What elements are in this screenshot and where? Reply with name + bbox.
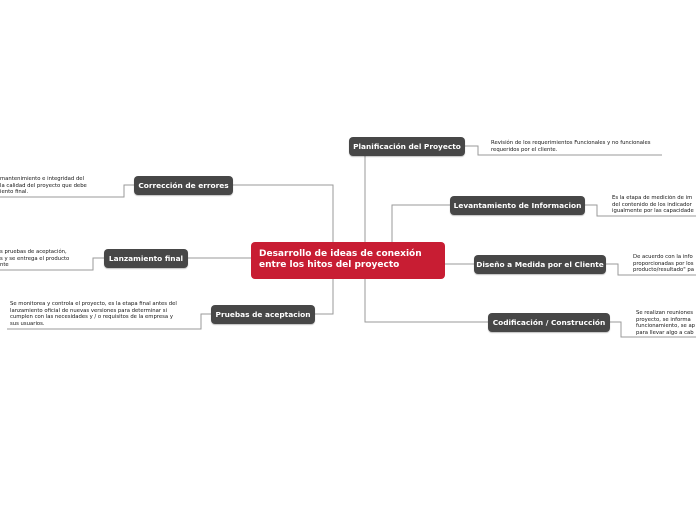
central-topic[interactable]: Desarrollo de ideas de conexión entre los hitos del proyecto	[251, 242, 445, 279]
note-levantamiento: Es la etapa de medición de im del contenido de los indicador igualmente por las capacidade	[612, 195, 694, 214]
note-codificacion: Se realizan reuniones proyecto, se informa funcionamiento, se ap para llevar algo a cab	[636, 310, 696, 336]
topic-diseno[interactable]: Diseño a Medida por el Cliente	[474, 255, 606, 274]
connector-pruebas	[315, 279, 333, 314]
connector-correccion	[233, 185, 333, 242]
topic-planificacion[interactable]: Planificación del Proyecto	[349, 137, 465, 156]
connector-planificacion	[349, 147, 365, 242]
topic-correccion[interactable]: Corrección de errores	[134, 176, 233, 195]
topic-codificacion[interactable]: Codificación / Construcción	[488, 313, 610, 332]
note-planificacion: Revisión de los requerimientos Funcionales y no funcionales requeridos por el cliente.	[491, 140, 651, 153]
note-lanzamiento: s pruebas de aceptación, s y se entrega el producto nte	[0, 249, 70, 268]
note-diseno: De acuerdo con la info proporcionadas por los producto/resultado" pa	[633, 254, 694, 273]
topic-pruebas[interactable]: Pruebas de aceptacion	[211, 305, 315, 324]
topic-lanzamiento[interactable]: Lanzamiento final	[104, 249, 188, 268]
connector-levantamiento	[392, 205, 450, 242]
connector-codificacion	[365, 279, 488, 322]
note-correccion: mantenimiento e integridad del la calidad del proyecto que debe iento final.	[0, 176, 87, 195]
note-pruebas: Se monitorea y controla el proyecto, es la etapa final antes del lanzamiento oficial de nuevas versiones para determinar si cumplen con las necesidades y / o requisitos de la empresa y sus usuarios.	[10, 301, 177, 327]
topic-levantamiento[interactable]: Levantamiento de Informacion	[450, 196, 585, 215]
